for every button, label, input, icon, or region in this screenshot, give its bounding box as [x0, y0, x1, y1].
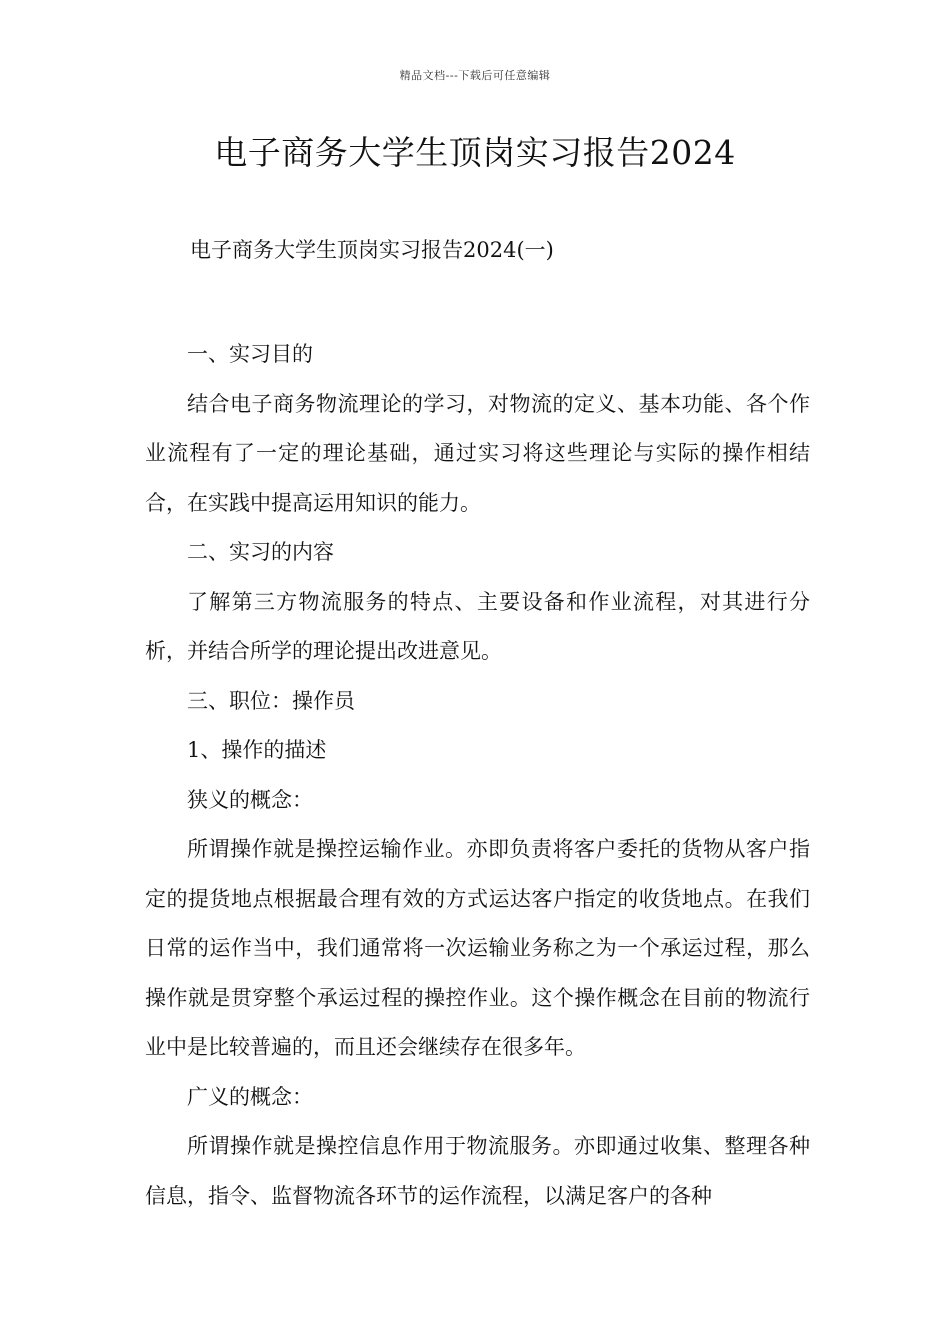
paragraph-broad-concept: 所谓操作就是操控信息作用于物流服务。亦即通过收集、整理各种信息，指令、监督物流各环节的运作流程，以满足客户的各种: [145, 1134, 810, 1208]
header-note: 精品文档---下载后可任意编辑: [399, 69, 551, 82]
paragraph-purpose: 结合电子商务物流理论的学习，对物流的定义、基本功能、各个作业流程有了一定的理论基础，通过实习将这些理论与实际的操作相结合，在实践中提高运用知识的能力。: [145, 391, 810, 515]
section-heading-position: 三、职位：操作员: [187, 688, 355, 713]
subheading-narrow-concept: 狭义的概念：: [187, 787, 313, 812]
subheading-operation-description: 1、操作的描述: [187, 738, 327, 762]
section-heading-purpose: 一、实习目的: [187, 342, 313, 366]
paragraph-content: 了解第三方物流服务的特点、主要设备和作业流程，对其进行分析，并结合所学的理论提出改进意见。: [145, 589, 810, 663]
document-subtitle: 电子商务大学生顶岗实习报告2024(一): [190, 238, 554, 262]
subheading-broad-concept: 广义的概念：: [187, 1084, 313, 1109]
document-body: [145, 330, 810, 1221]
document-title: 电子商务大学生顶岗实习报告2024: [214, 133, 736, 172]
section-heading-content: 二、实习的内容: [187, 540, 334, 564]
paragraph-narrow-concept: 所谓操作就是操控运输作业。亦即负责将客户委托的货物从客户指定的提货地点根据最合理有效的方式运达客户指定的收货地点。在我们日常的运作当中，我们通常将一次运输业务称之为一个承运过程，那么操作就是贯穿整个承运过程的操控作业。这个操作概念在目前的物流行业中是比较普遍的，而且还会继续存在很多年。: [145, 837, 810, 1059]
